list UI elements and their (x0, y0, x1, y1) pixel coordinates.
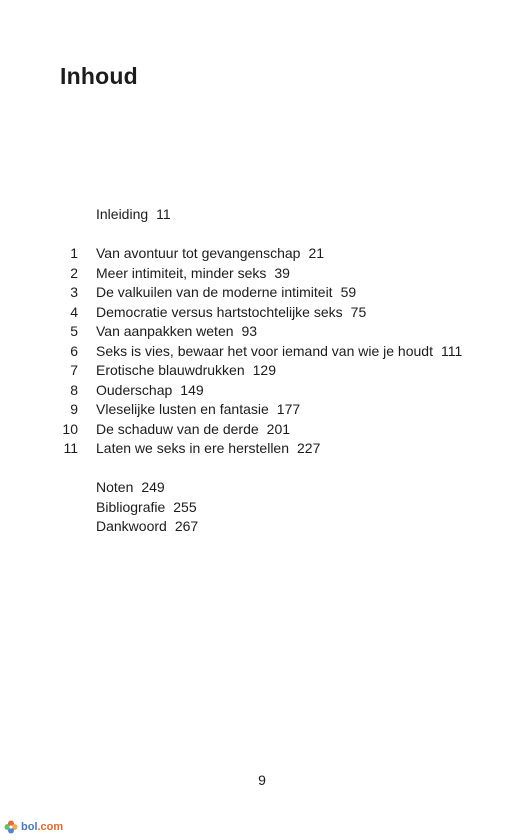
toc-entry-title: Bibliografie (96, 498, 166, 515)
chapter-title: Van avontuur tot gevangenschap (96, 245, 301, 261)
toc-chapter-7 (70, 361, 276, 380)
watermark-suffix: .com (37, 821, 64, 833)
chapter-title: De valkuilen van de moderne intimiteit (96, 284, 333, 300)
toc-chapter-11 (63, 439, 321, 458)
chapter-number: 10 (62, 420, 78, 437)
chapter-number: 7 (70, 362, 78, 378)
watermark-name: bol (21, 821, 38, 833)
chapter-number: 5 (70, 323, 78, 339)
toc-entry-bibliography (96, 498, 197, 517)
chapter-page: 75 (350, 303, 367, 320)
toc-entry-page: 255 (173, 498, 197, 515)
chapter-page: 201 (266, 420, 291, 437)
toc-chapter-8 (70, 381, 204, 400)
chapter-number: 3 (70, 284, 78, 300)
toc-chapter-5 (70, 322, 258, 341)
chapter-title: Seks is vies, bewaar het voor iemand van wie je houdt (96, 342, 433, 359)
chapter-title: Laten we seks in ere herstellen (96, 440, 289, 456)
toc-chapter-2 (70, 264, 290, 283)
toc-entry-page: 11 (156, 206, 171, 222)
chapter-number: 1 (70, 245, 78, 261)
chapter-number: 2 (70, 264, 78, 281)
toc-entry-notes (96, 478, 165, 497)
chapter-page: 59 (340, 284, 357, 300)
toc-chapter-4 (70, 303, 367, 322)
chapter-page: 39 (274, 264, 290, 281)
chapter-page: 177 (276, 401, 301, 417)
chapter-number: 9 (70, 401, 78, 417)
toc-entry-title: Noten (96, 479, 134, 495)
chapter-title: Meer intimiteit, minder seks (96, 264, 267, 281)
chapter-page: 21 (308, 245, 325, 261)
toc-entry-acknowledgements (96, 517, 198, 536)
page-title: Inhoud (60, 63, 138, 89)
toc-entry-title: Inleiding (96, 206, 149, 222)
toc-entry-page: 267 (174, 518, 199, 534)
watermark-logo (4, 820, 63, 834)
chapter-number: 4 (70, 303, 78, 320)
chapter-number: 11 (63, 440, 78, 456)
toc-entry-page: 249 (141, 479, 165, 495)
toc-chapter-10 (62, 420, 291, 439)
chapter-title: Ouderschap (96, 381, 173, 398)
chapter-title: Erotische blauwdrukken (96, 362, 245, 378)
chapter-page: 111 (440, 342, 463, 359)
page-number: 9 (258, 772, 266, 788)
chapter-number: 8 (70, 381, 78, 398)
chapter-page: 129 (252, 362, 276, 378)
chapter-title: Vleselijke lusten en fantasie (96, 401, 269, 417)
chapter-number: 6 (70, 342, 78, 359)
chapter-title: Van aanpakken weten (96, 323, 234, 339)
chapter-page: 93 (241, 323, 258, 339)
chapter-page: 227 (297, 440, 321, 456)
chapter-page: 149 (180, 381, 204, 398)
toc-chapter-3 (70, 283, 357, 302)
watermark-text (21, 821, 63, 833)
chapter-title: De schaduw van de derde (96, 420, 259, 437)
toc-entry-title: Dankwoord (96, 518, 167, 534)
toc-chapter-1 (70, 244, 325, 263)
chapter-title: Democratie versus hartstochtelijke seks (96, 303, 343, 320)
toc-entry-intro (96, 205, 171, 224)
toc-chapter-6 (70, 342, 463, 361)
flower-icon (4, 820, 18, 834)
toc-chapter-9 (70, 400, 301, 419)
